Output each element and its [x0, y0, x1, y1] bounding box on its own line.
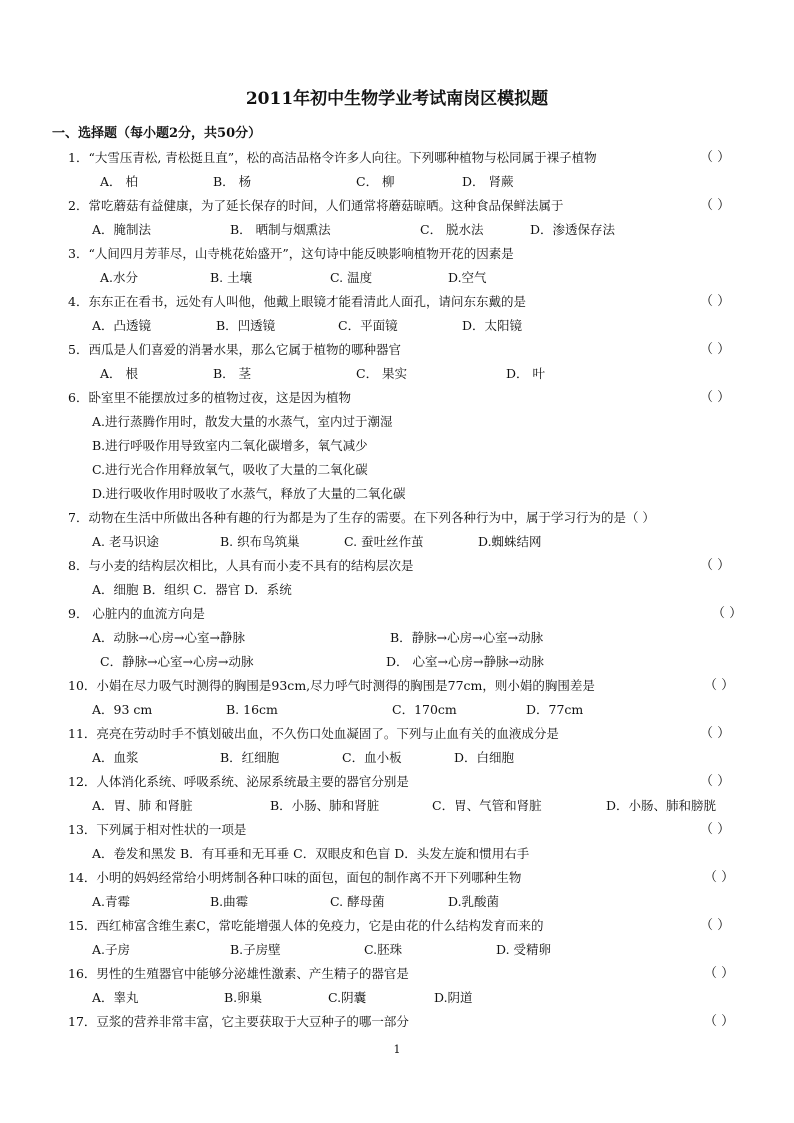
question-line: D.阴道	[434, 990, 473, 1005]
question-line: 6．卧室里不能摆放过多的植物过夜，这是因为植物	[68, 390, 351, 405]
question-line: D．77cm	[526, 702, 584, 717]
question-line: D．渗透保存法	[530, 222, 616, 237]
question-line: 5．西瓜是人们喜爱的消暑水果，那么它属于植物的哪种器官	[68, 342, 401, 357]
question-line: A.青霉	[92, 894, 131, 909]
question-line: D． 心室→心房→静脉→动脉	[386, 654, 544, 669]
question-line: C． 果实	[356, 366, 408, 381]
question-line: 10．小娟在尽力吸气时测得的胸围是93cm,尽力呼气时测得的胸围是77cm，则小娟的胸围差是	[68, 678, 595, 693]
question-line: B.卵巢	[224, 990, 263, 1005]
question-line: D. 受精卵	[496, 942, 552, 957]
question-line: D．小肠、肺和膀胱	[606, 798, 717, 813]
question-line: A．卷发和黑发 B．有耳垂和无耳垂 C．双眼皮和色盲 D．头发左旋和惯用右手	[92, 846, 530, 861]
exam-title: 2011年初中生物学业考试南岗区模拟题	[245, 89, 549, 109]
answer-blank: （ ）	[700, 198, 731, 213]
question-line: B． 茎	[213, 366, 252, 381]
question-line: D．白细胞	[454, 750, 515, 765]
question-line: A.水分	[100, 270, 139, 285]
question-line: B. 16cm	[226, 702, 278, 717]
question-line: B． 杨	[213, 174, 252, 189]
question-line: 12．人体消化系统、呼吸系统、泌尿系统最主要的器官分别是	[68, 774, 409, 789]
question-line: A．动脉→心房→心室→静脉	[92, 630, 245, 645]
question-line: C. 温度	[330, 270, 373, 285]
question-line: C.胚珠	[364, 942, 403, 957]
answer-blank: （ ）	[704, 966, 735, 981]
answer-blank: （ ）	[700, 918, 731, 933]
question-line: 4．东东正在看书，远处有人叫他，他戴上眼镜才能看清此人面孔，请问东东戴的是	[68, 294, 526, 309]
question-line: B．凹透镜	[216, 318, 276, 333]
question-line: A． 根	[100, 366, 139, 381]
question-line: A．睾丸	[92, 990, 139, 1005]
question-line: A．胃、肺 和肾脏	[92, 798, 193, 813]
answer-blank: （ ）	[700, 726, 731, 741]
question-line: 14．小明的妈妈经常给小明烤制各种口味的面包，面包的制作离不开下列哪种生物	[68, 870, 522, 885]
question-line: 3．“人间四月芳菲尽，山寺桃花始盛开”，这句诗中能反映影响植物开花的因素是	[68, 246, 514, 261]
question-line: 15．西红柿富含维生素C，常吃能增强人体的免疫力，它是由花的什么结构发育而来的	[68, 918, 544, 933]
question-line: C．170cm	[392, 702, 457, 717]
question-line: B.进行呼吸作用导致室内二氧化碳增多，氧气减少	[92, 438, 368, 453]
answer-blank: （ ）	[700, 822, 731, 837]
question-line: B．红细胞	[220, 750, 280, 765]
question-line: A．血浆	[92, 750, 139, 765]
question-line: A．腌制法	[92, 222, 152, 237]
question-line: B. 织布鸟筑巢	[220, 534, 300, 549]
question-line: A．凸透镜	[92, 318, 152, 333]
question-line: B． 晒制与烟熏法	[230, 222, 331, 237]
question-line: A．细胞 B．组织 C．器官 D．系统	[92, 582, 292, 597]
answer-blank: （ ）	[700, 294, 731, 309]
question-line: 2．常吃蘑菇有益健康，为了延长保存的时间，人们通常将蘑菇晾晒。这种食品保鲜法属于	[68, 198, 564, 213]
question-line: B.子房壁	[230, 942, 281, 957]
question-line: C． 柳	[356, 174, 395, 189]
answer-blank: （ ）	[700, 774, 731, 789]
question-line: 8．与小麦的结构层次相比，人具有而小麦不具有的结构层次是	[68, 558, 414, 573]
question-line: C. 酵母菌	[330, 894, 385, 909]
answer-blank: （ ）	[704, 1014, 735, 1029]
answer-blank: （ ）	[700, 150, 731, 165]
question-line: 13．下列属于相对性状的一项是	[68, 822, 247, 837]
answer-blank: （ ）	[700, 342, 731, 357]
question-line: D． 叶	[506, 366, 545, 381]
question-line: 9． 心脏内的血流方向是	[68, 606, 205, 621]
question-line: A．93 cm	[92, 702, 153, 717]
question-line: D.进行吸收作用时吸收了水蒸气，释放了大量的二氧化碳	[92, 486, 406, 501]
question-line: 7．动物在生活中所做出各种有趣的行为都是为了生存的需要。在下列各种行为中，属于学习行为的是（ ）	[68, 510, 655, 525]
question-line: C.进行光合作用释放氧气，吸收了大量的二氧化碳	[92, 462, 368, 477]
question-line: 17．豆浆的营养非常丰富，它主要获取于大豆种子的哪一部分	[68, 1014, 409, 1029]
question-line: D．太阳镜	[462, 318, 523, 333]
question-line: B．静脉→心房→心室→动脉	[390, 630, 544, 645]
question-line: C．胃、气管和肾脏	[432, 798, 542, 813]
question-line: A.子房	[92, 942, 131, 957]
question-line: C．静脉→心室→心房→动脉	[100, 654, 254, 669]
question-line: 11．亮亮在劳动时手不慎划破出血，不久伤口处血凝固了。下列与止血有关的血液成分是	[68, 726, 559, 741]
answer-blank: （ ）	[700, 558, 731, 573]
question-line: C．平面镜	[338, 318, 398, 333]
question-line: D.蜘蛛结网	[478, 534, 542, 549]
question-line: D.乳酸菌	[448, 894, 500, 909]
answer-blank: （ ）	[712, 606, 743, 621]
section-heading: 一、选择题（每小题2分，共50分）	[52, 126, 262, 141]
question-line: A． 柏	[100, 174, 139, 189]
question-line: D.空气	[448, 270, 487, 285]
answer-blank: （ ）	[700, 390, 731, 405]
question-line: D． 肾蕨	[462, 174, 514, 189]
answer-blank: （ ）	[704, 678, 735, 693]
answer-blank: （ ）	[704, 870, 735, 885]
question-line: 16．男性的生殖器官中能够分泌雄性激素、产生精子的器官是	[68, 966, 409, 981]
question-line: B．小肠、肺和肾脏	[270, 798, 380, 813]
question-line: C．血小板	[342, 750, 402, 765]
page-number: 1	[393, 1043, 401, 1056]
question-line: A.进行蒸腾作用时，散发大量的水蒸气，室内过于潮湿	[92, 414, 393, 429]
question-line: C.阴囊	[328, 990, 367, 1005]
question-line: C． 脱水法	[420, 222, 484, 237]
question-line: 1．“大雪压青松, 青松挺且直”，松的高洁品格令许多人向往。下列哪种植物与松同属于裸子植物	[68, 150, 597, 165]
question-line: B.曲霉	[210, 894, 249, 909]
question-line: A. 老马识途	[92, 534, 159, 549]
question-line: C. 蚕吐丝作茧	[344, 534, 424, 549]
question-line: B. 土壤	[210, 270, 253, 285]
